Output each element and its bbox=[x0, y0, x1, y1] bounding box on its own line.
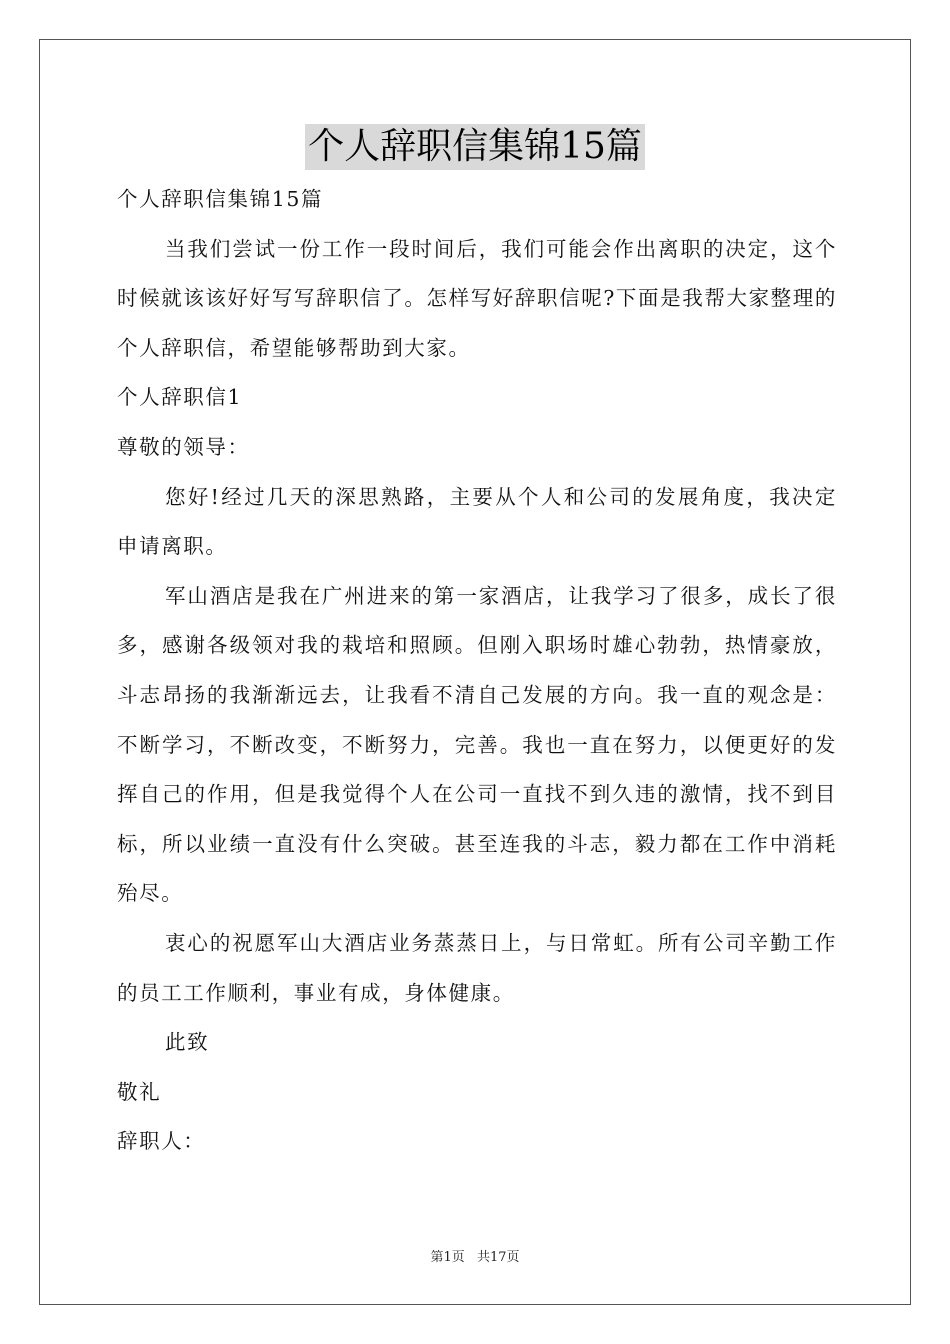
paragraph: 此致 bbox=[165, 1030, 210, 1055]
paragraph: 个人辞职信集锦15篇 bbox=[117, 187, 324, 211]
page-footer bbox=[0, 1246, 950, 1265]
page-number-total: 共17页 bbox=[476, 1250, 520, 1265]
paragraph: 当我们尝试一份工作一段时间后，我们可能会作出离职的决定，这个时候就该该好好写写辞职信了。怎样写好辞职信呢?下面是我帮大家整理的个人辞职信，希望能够帮助到大家。 bbox=[117, 236, 837, 360]
title-container bbox=[0, 124, 950, 170]
paragraph: 您好!经过几天的深思熟路，主要从个人和公司的发展角度，我决定申请离职。 bbox=[117, 484, 837, 559]
document-body bbox=[117, 175, 837, 1167]
paragraph: 敬礼 bbox=[117, 1079, 162, 1104]
paragraph: 个人辞职信1 bbox=[117, 385, 243, 410]
paragraph: 军山酒店是我在广州进来的第一家酒店，让我学习了很多，成长了很多，感谢各级领对我的栽培和照顾。但刚入职场时雄心勃勃，热情豪放，斗志昂扬的我渐渐远去，让我看不清自己发展的方向。我一直的观念是：不断学习，不断改变，不断努力，完善。我也一直在努力，以便更好的发挥自己的作用，但是我觉得个人在公司一直找不到久违的激情，找不到目标，所以业绩一直没有什么突破。甚至连我的斗志，毅力都在工作中消耗殆尽。 bbox=[117, 583, 837, 906]
paragraph: 尊敬的领导： bbox=[117, 434, 250, 459]
paragraph: 辞职人： bbox=[117, 1129, 206, 1154]
page-number-current: 第1页 bbox=[430, 1250, 465, 1265]
paragraph: 衷心的祝愿军山大酒店业务蒸蒸日上，与日常虹。所有公司辛勤工作的员工工作顺利，事业有成，身体健康。 bbox=[117, 930, 837, 1005]
document-title: 个人辞职信集锦15篇 bbox=[305, 124, 645, 170]
